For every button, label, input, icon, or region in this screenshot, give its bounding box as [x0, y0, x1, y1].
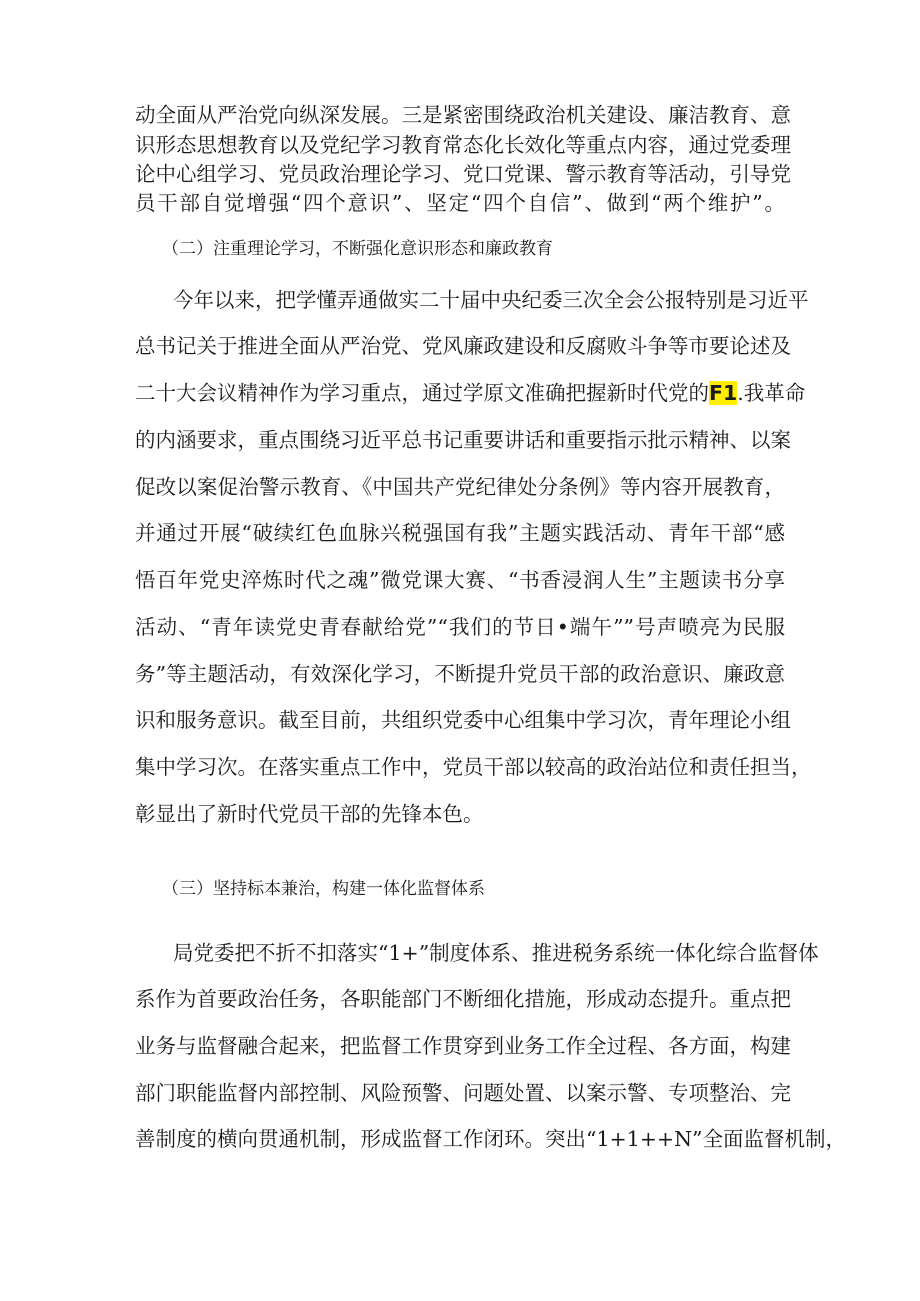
- text-line: [135, 472, 785, 502]
- text-span: 论中心组学习、党员政治理论学习、党口党课、警示教育等活动，引导党: [135, 162, 791, 186]
- text-span: 善制度的横向贯通机制，形成监督工作闭环。突出“1+1++N”全面监督机制，: [135, 1127, 847, 1151]
- text-line: [135, 612, 785, 642]
- text-span: 悟百年党史淬炼时代之魂”微党课大赛、“书香浸润人生”主题读书分享: [135, 568, 785, 592]
- text-line: [135, 425, 791, 455]
- text-line: [135, 188, 785, 218]
- text-span: 识和服务意识。截至目前，共组织党委中心组集中学习次，青年理论小组: [135, 708, 791, 732]
- text-span: .我革命: [737, 381, 806, 405]
- text-span: 识形态思想教育以及党纪学习教育常态化长效化等重点内容，通过党委理: [135, 133, 791, 157]
- section-heading-2: （二）注重理论学习，不断强化意识形态和廉政教育: [162, 239, 553, 259]
- text-line: [135, 1078, 791, 1108]
- text-span: 今年以来，把学懂弄通做实二十届中央纪委三次全会公报特别是习近平: [173, 288, 809, 312]
- text-line: [135, 752, 812, 782]
- text-span: 集中学习次。在落实重点工作中，党员干部以较高的政治站位和责任担当，: [135, 755, 812, 779]
- text-span: 部门职能监督内部控制、风险预警、问题处置、以案示警、专项整治、完: [135, 1081, 791, 1105]
- text-line: [173, 285, 809, 315]
- section-heading-3: （三）坚持标本兼治，构建一体化监督体系: [162, 879, 485, 899]
- text-span: 局党委把不折不扣落实“1+”制度体系、推进税务系统一体化综合监督体: [173, 941, 819, 965]
- text-span: 业务与监督融合起来，把监督工作贯穿到业务工作全过程、各方面，构建: [135, 1034, 791, 1058]
- text-line: [135, 1124, 847, 1154]
- text-span: 员干部自觉增强“四个意识”、坚定“四个自信”、做到“两个维护”。: [135, 191, 785, 215]
- text-span: 系作为首要政治任务，各职能部门不断细化措施，形成动态提升。重点把: [135, 987, 791, 1011]
- text-line: [135, 159, 791, 189]
- text-span: 并通过开展“破续红色血脉兴税强国有我”主题实践活动、青年干部“感: [135, 521, 785, 545]
- text-span: 二十大会议精神作为学习重点，通过学原文准确把握新时代党的: [135, 381, 709, 405]
- text-line: [173, 938, 819, 968]
- text-span: 的内涵要求，重点围绕习近平总书记重要讲话和重要指示批示精神、以案: [135, 428, 791, 452]
- text-line: [135, 130, 791, 160]
- text-line: [135, 518, 785, 548]
- text-line: [135, 705, 791, 735]
- highlighted-marker: F1: [709, 381, 738, 405]
- text-span: 动全面从严治党向纵深发展。三是紧密围绕政治机关建设、廉洁教育、意: [135, 103, 791, 127]
- text-span: 促改以案促治警示教育、《中国共产党纪律处分条例》等内容开展教育，: [135, 475, 785, 499]
- text-line: [135, 984, 791, 1014]
- text-span: 总书记关于推进全面从严治党、党风廉政建设和反腐败斗争等市要论述及: [135, 334, 791, 358]
- text-line: [135, 799, 484, 829]
- text-line: [135, 1031, 791, 1061]
- text-span: 务”等主题活动，有效深化学习，不断提升党员干部的政治意识、廉政意: [135, 662, 785, 686]
- text-line: [135, 659, 785, 689]
- text-line: [135, 100, 791, 130]
- text-line: [135, 378, 806, 408]
- text-line: [135, 565, 785, 595]
- text-line: [135, 331, 791, 361]
- text-span: 活动、“青年读党史青春献给党”“我们的节日•端午””号声喷亮为民服: [135, 615, 785, 639]
- text-span: 彰显出了新时代党员干部的先锋本色。: [135, 802, 484, 826]
